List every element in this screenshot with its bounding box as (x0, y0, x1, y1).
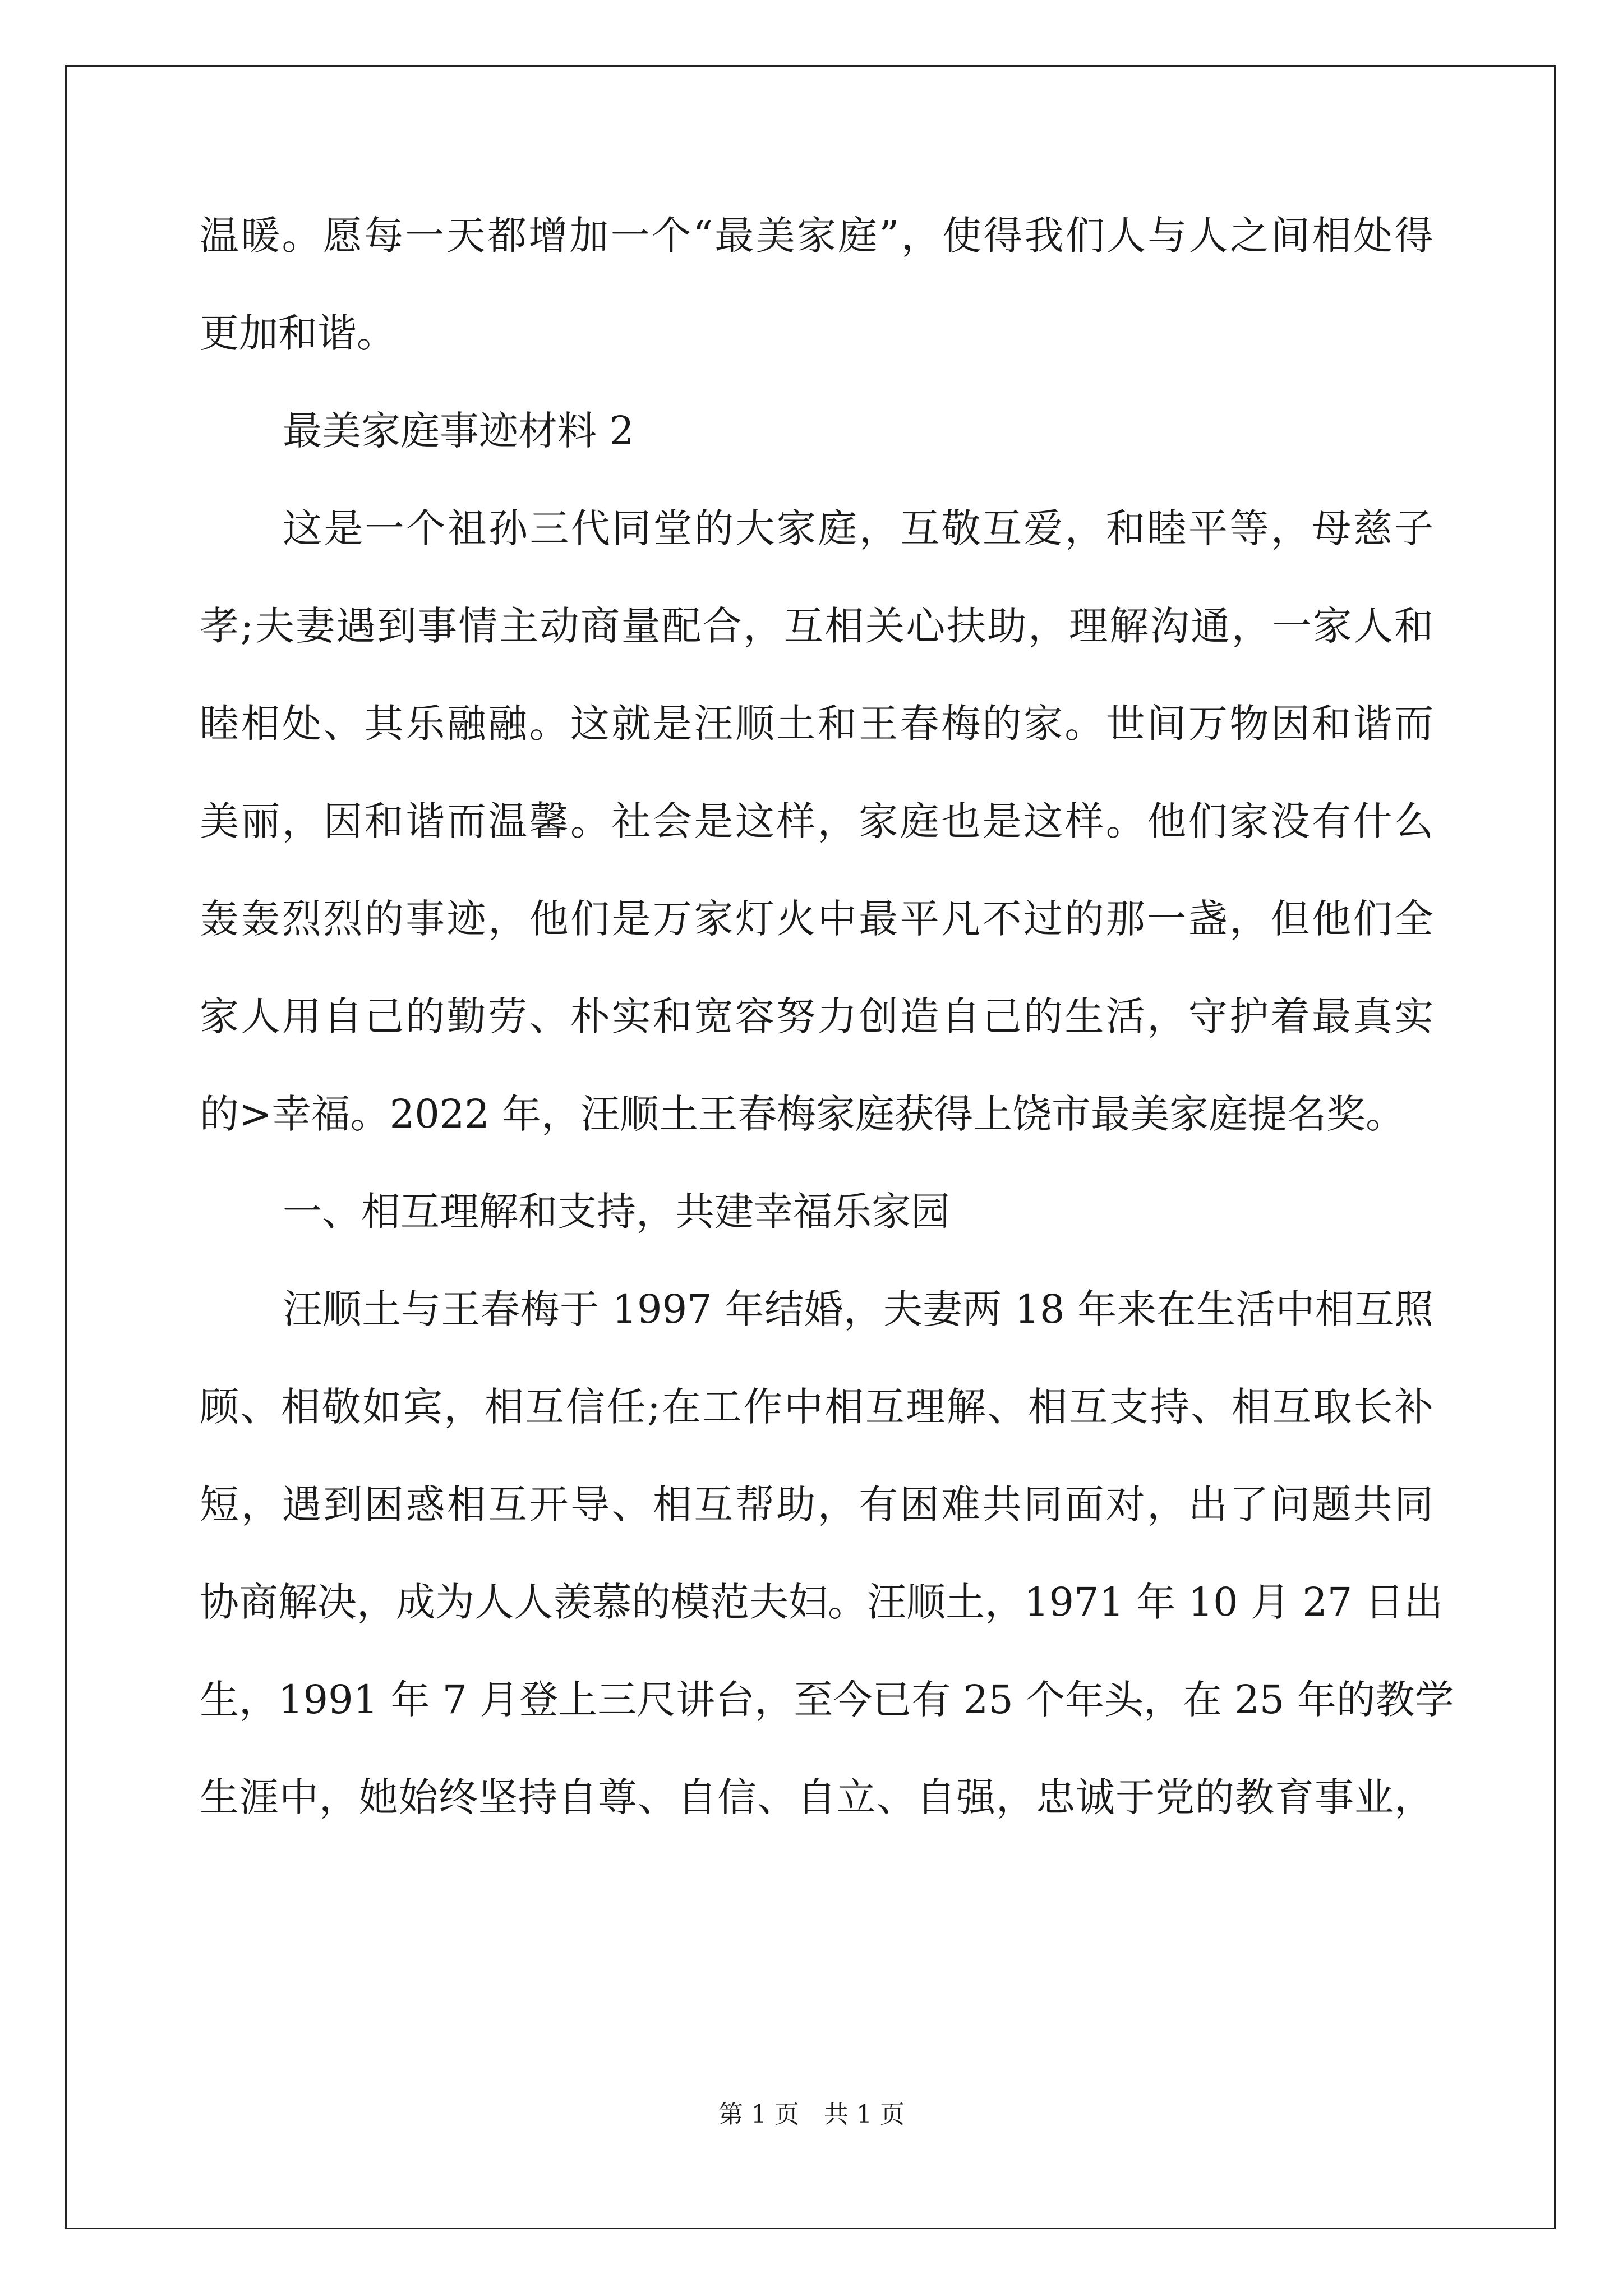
text-line: 顾、相敬如宾，相互信任;在工作中相互理解、相互支持、相互取长补 (200, 1384, 1433, 1430)
text-line: 孝;夫妻遇到事情主动商量配合，互相关心扶助，理解沟通，一家人和 (200, 603, 1433, 649)
text-line: 温暖。愿每一天都增加一个“最美家庭”，使得我们人与人之间相处得 (200, 213, 1433, 259)
text-line: 轰轰烈烈的事迹，他们是万家灯火中最平凡不过的那一盏，但他们全 (200, 896, 1433, 942)
text-line: 美丽，因和谐而温馨。社会是这样，家庭也是这样。他们家没有什么 (200, 798, 1433, 844)
section-heading: 一、相互理解和支持，共建幸福乐家园 (283, 1189, 950, 1235)
text-line: 协商解决，成为人人羡慕的模范夫妇。汪顺土，1971 年 10 月 27 日出 (200, 1579, 1444, 1625)
text-line: 生，1991 年 7 月登上三尺讲台，至今已有 25 个年头，在 25 年的教学 (200, 1677, 1454, 1723)
text-line: 的>幸福。2022 年，汪顺土王春梅家庭获得上饶市最美家庭提名奖。 (200, 1091, 1405, 1137)
text-line: 生涯中，她始终坚持自尊、自信、自立、自强，忠诚于党的教育事业， (200, 1774, 1433, 1820)
text-line: 短，遇到困惑相互开导、相互帮助，有困难共同面对，出了问题共同 (200, 1481, 1433, 1527)
text-line: 更加和谐。 (200, 310, 396, 356)
text-line: 家人用自己的勤劳、朴实和宽容努力创造自己的生活，守护着最真实 (200, 993, 1433, 1039)
text-line: 汪顺土与王春梅于 1997 年结婚，夫妻两 18 年来在生活中相互照 (283, 1286, 1433, 1332)
text-line: 这是一个祖孙三代同堂的大家庭，互敬互爱，和睦平等，母慈子 (283, 505, 1433, 551)
page-number-footer: 第 1 页 共 1 页 (718, 2100, 905, 2129)
section-heading: 最美家庭事迹材料 2 (283, 408, 634, 454)
text-line: 睦相处、其乐融融。这就是汪顺土和王春梅的家。世间万物因和谐而 (200, 701, 1433, 747)
page-border (65, 65, 1556, 2229)
